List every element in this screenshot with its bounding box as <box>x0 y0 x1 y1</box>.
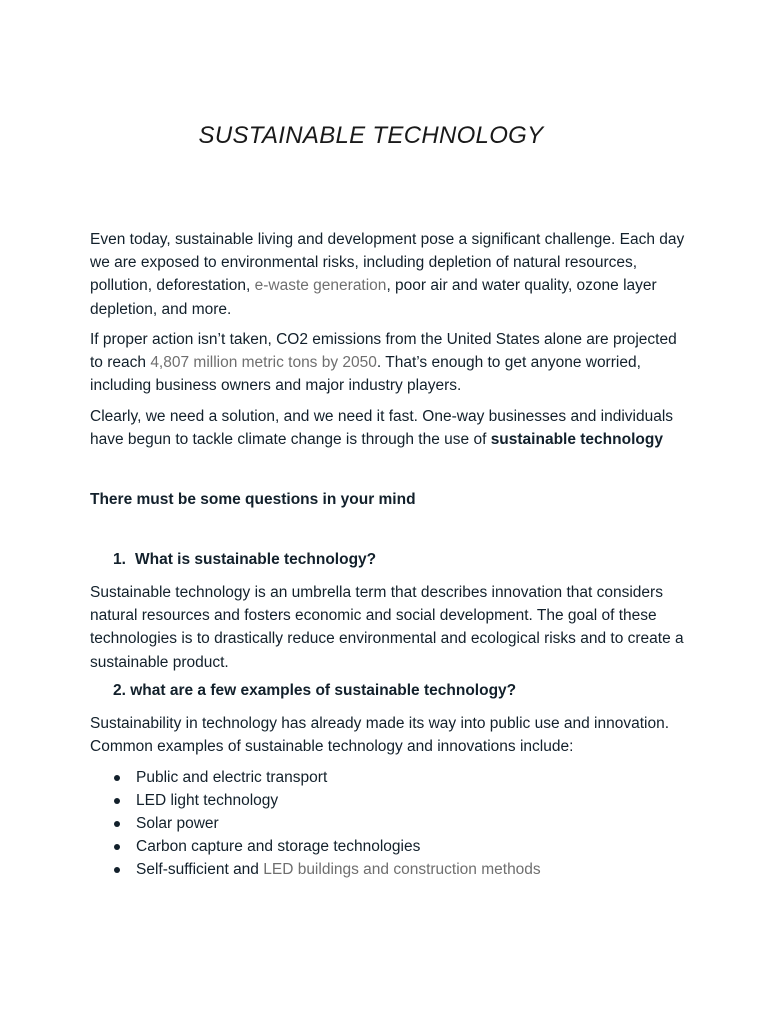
list-item <box>110 766 541 789</box>
document-title: SUSTAINABLE TECHNOLOGY <box>198 122 544 149</box>
intro-text-end: , poor air and water quality, ozone layer depletion, and more. <box>90 277 657 318</box>
intro-paragraph <box>90 228 690 321</box>
emissions-text-end: . That’s enough to get anyone worried, including business owners and major industry players. <box>90 354 641 395</box>
led-buildings-link[interactable]: LED buildings and construction methods <box>263 861 541 879</box>
bullet-icon <box>114 821 120 827</box>
list-item <box>110 835 541 858</box>
emissions-paragraph <box>90 328 690 398</box>
answer-1-paragraph: Sustainable technology is an umbrella term that describes innovation that considers natural resources and fosters economic and social development. The goal of these technologies is to drastically reduce environmental and ecological risks and to create a sustainable product. <box>90 584 684 671</box>
example-label: Self-sufficient and <box>136 861 264 879</box>
e-waste-link[interactable]: e-waste generation <box>254 277 387 295</box>
example-label: Public and electric transport <box>136 769 328 786</box>
bullet-icon <box>114 775 120 781</box>
example-label: LED light technology <box>136 792 279 810</box>
question-1-text: What is sustainable technology? <box>135 551 377 568</box>
bullet-icon <box>114 798 120 804</box>
bullet-icon <box>114 844 120 850</box>
answer-2-paragraph: Sustainability in technology has already made its way into public use and innovation. Common examples of sustainable technology and innovations include: <box>90 715 670 756</box>
list-item <box>110 812 541 835</box>
emissions-text-start: If proper action isn’t taken, CO2 emissions from the United States alone are projected to reach <box>90 331 677 372</box>
list-item <box>110 789 541 812</box>
examples-list <box>110 766 541 881</box>
solution-text: Clearly, we need a solution, and we need it fast. One-way businesses and individuals have begun to tackle climate change is through the use of <box>90 408 674 449</box>
questions-heading: There must be some questions in your mind <box>90 491 416 508</box>
solution-paragraph <box>90 405 690 451</box>
question-2-heading: 2. what are a few examples of sustainable technology? <box>113 682 517 699</box>
sustainable-technology-emphasis: sustainable technology <box>490 431 663 449</box>
question-1-number: 1. <box>113 551 126 568</box>
list-item <box>110 858 541 881</box>
bullet-icon <box>114 867 120 873</box>
example-label: Carbon capture and storage technologies <box>136 838 421 856</box>
question-1-heading <box>113 551 376 569</box>
intro-text-start: Even today, sustainable living and development pose a significant challenge. Each day we are exposed to environmental risks, including depletion of natural resources, pollution, deforestation, <box>90 231 685 295</box>
emissions-projection-link[interactable]: 4,807 million metric tons by 2050 <box>150 354 377 372</box>
example-label: Solar power <box>136 815 219 833</box>
